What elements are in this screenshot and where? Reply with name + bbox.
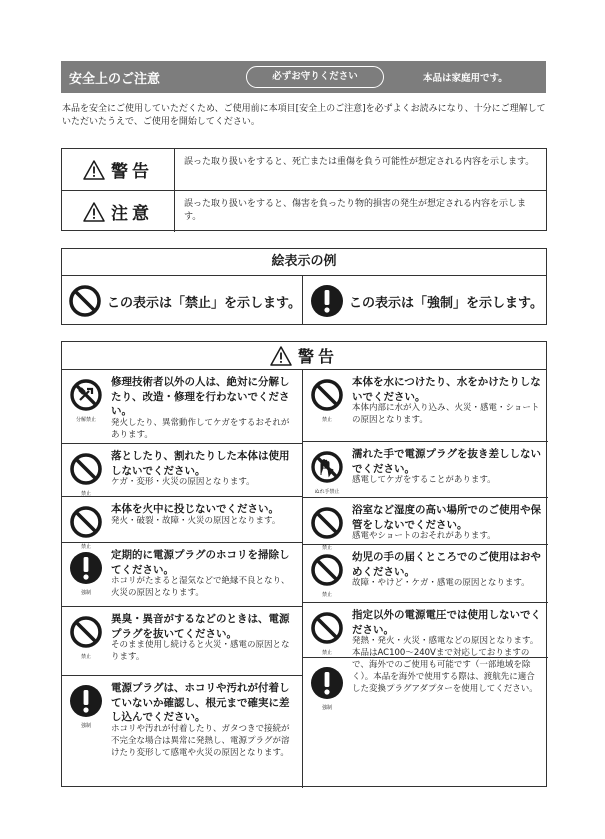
prohibited-icon bbox=[69, 505, 103, 539]
icon-caption: 禁止 bbox=[321, 417, 332, 423]
symbol-examples-box bbox=[61, 248, 547, 325]
example-mandatory bbox=[310, 277, 543, 325]
mandatory-icon bbox=[69, 684, 103, 718]
warning-item-icon-box bbox=[66, 452, 106, 497]
page-title: 安全上のご注意 bbox=[69, 72, 161, 87]
warning-item-desc: ケガ・変形・火災の原因となります。 bbox=[111, 477, 255, 487]
warning-item bbox=[303, 498, 548, 551]
warning-item-title: 本体を火中に投じないでください。 bbox=[111, 503, 279, 515]
level-row-warning bbox=[62, 149, 546, 190]
warning-item-desc: ホコリがたまると湿気などで絶縁不良となり、火災の原因となります。 bbox=[111, 576, 290, 598]
warning-item-icon-box bbox=[66, 378, 106, 423]
warning-section-title: 警告 bbox=[297, 347, 338, 366]
caution-triangle-icon bbox=[83, 202, 105, 222]
warning-item-title: 本体を水につけたり、水をかけたりしないでください。 bbox=[352, 376, 541, 403]
warning-item-title: 幼児の手の届くところでのご使用はおやめください。 bbox=[352, 551, 541, 578]
warning-item-desc: 感電してケガをすることがあります。 bbox=[352, 475, 496, 485]
warning-item bbox=[303, 658, 548, 788]
intro-text: 本品を安全にご使用していただくため、ご使用前に本項目[安全上のご注意]を必ずよくお読みになり、十分にご理解していただいたうえで、ご使用を開始してください。 bbox=[62, 104, 546, 127]
warning-item-title: 定期的に電源プラグのホコリを掃除してください。 bbox=[111, 549, 290, 576]
header-bar bbox=[61, 61, 546, 93]
warning-item-desc: ホコリや汚れが付着したり、ガタつきで接続が不完全な場合は異常に発熱し、電源プラグが溶けたり変形して感電や火災の原因となります。 bbox=[111, 724, 290, 758]
prohibited-icon bbox=[310, 611, 344, 645]
icon-caption: ぬれ手禁止 bbox=[314, 489, 340, 495]
level-label-caution bbox=[62, 191, 175, 232]
warning-item bbox=[303, 442, 548, 498]
warning-item-icon-box bbox=[66, 551, 106, 596]
warning-item bbox=[62, 607, 302, 676]
warning-item-desc: 感電やショートのおそれがあります。 bbox=[352, 531, 496, 541]
warning-section bbox=[61, 341, 547, 787]
warning-item-desc: 故障・やけど・ケガ・感電の原因となります。 bbox=[352, 578, 530, 588]
example-prohibit bbox=[68, 277, 301, 325]
warning-item-desc: 発火・破裂・故障・火災の原因となります。 bbox=[111, 516, 281, 526]
warning-item-title: 修理技術者以外の人は、絶対に分解したり、改造・修理を行わないでください。 bbox=[111, 376, 290, 417]
warning-item-desc: そのまま使用し続けると火災・感電の原因となります。 bbox=[111, 640, 290, 662]
warning-item bbox=[303, 545, 548, 603]
level-label-text: 警告 bbox=[111, 162, 153, 182]
warning-section-header bbox=[62, 342, 546, 370]
prohibited-icon bbox=[68, 284, 102, 318]
disassembly-prohibited-icon bbox=[69, 378, 103, 412]
level-label-text: 注意 bbox=[111, 204, 153, 224]
warning-item-icon-box bbox=[66, 615, 106, 660]
icon-caption: 禁止 bbox=[321, 650, 332, 656]
prohibited-icon bbox=[69, 615, 103, 649]
prohibited-icon bbox=[310, 553, 344, 587]
warning-item-icon-box bbox=[307, 378, 347, 423]
icon-caption: 強制 bbox=[321, 705, 332, 711]
warning-item-desc: 発熱・発火・火災・感電などの原因となります。本品はAC100〜240Vまで対応しておりますので、海外でのご使用も可能です（一部地域を除く）。本品を海外で使用する際は、渡航先に適合した変換プラグアダプターを使用してください。 bbox=[352, 636, 539, 694]
warning-item-icon-box bbox=[307, 611, 347, 656]
example-mandatory-text: この表示は「強制」を示します。 bbox=[349, 295, 543, 311]
warning-item-title: 電源プラグは、ホコリや汚れが付着していないか確認し、根元まで確実に差し込んでください。 bbox=[111, 682, 290, 723]
warning-triangle-icon bbox=[270, 346, 292, 366]
warning-item-desc: 発火したり、異常動作してケガをするおそれがあります。 bbox=[111, 418, 290, 440]
warning-item-title: 指定以外の電源電圧では使用しないでください。 bbox=[352, 609, 541, 636]
prohibited-icon bbox=[310, 378, 344, 412]
prohibited-icon bbox=[69, 452, 103, 486]
hazard-level-table bbox=[61, 148, 547, 231]
mandatory-icon bbox=[310, 284, 344, 318]
warning-item-icon-box bbox=[307, 666, 347, 711]
level-desc-caution: 誤った取り扱いをすると、傷害を負ったり物的損害の発生が想定される内容を示します。 bbox=[184, 199, 527, 222]
warning-item-title: 浴室など湿度の高い場所でのご使用や保管をしないでください。 bbox=[352, 504, 541, 531]
example-prohibit-text: この表示は「禁止」を示します。 bbox=[107, 295, 301, 311]
icon-caption: 禁止 bbox=[321, 592, 332, 598]
warning-item-title: 異臭・異音がするなどのときは、電源プラグを抜いてください。 bbox=[111, 613, 290, 640]
warning-item-icon-box bbox=[66, 684, 106, 729]
warning-item bbox=[62, 676, 302, 788]
level-desc-warning: 誤った取り扱いをすると、死亡または重傷を負う可能性が想定される内容を示します。 bbox=[184, 157, 535, 167]
warning-item bbox=[62, 543, 302, 607]
warning-triangle-icon bbox=[83, 160, 105, 180]
icon-caption: 禁止 bbox=[80, 654, 91, 660]
divider bbox=[302, 276, 303, 325]
level-row-caution bbox=[62, 190, 546, 232]
icon-caption: 禁止 bbox=[321, 545, 332, 551]
warning-item-icon-box bbox=[307, 450, 347, 495]
mandatory-icon bbox=[310, 666, 344, 700]
icon-caption: 強制 bbox=[80, 723, 91, 729]
warning-item bbox=[62, 497, 302, 550]
icon-caption: 禁止 bbox=[80, 491, 91, 497]
warning-item bbox=[62, 370, 302, 444]
icon-caption: 強制 bbox=[80, 590, 91, 596]
warning-item-title: 落としたり、割れたりした本体は使用しないでください。 bbox=[111, 450, 290, 477]
warning-item-icon-box bbox=[307, 553, 347, 598]
wet-hands-prohibited-icon bbox=[310, 450, 344, 484]
icon-caption: 禁止 bbox=[80, 544, 91, 550]
warning-item bbox=[62, 444, 302, 497]
warning-item bbox=[303, 370, 548, 442]
must-follow-pill: 必ずお守りください bbox=[246, 66, 384, 88]
symbol-examples-title: 絵表示の例 bbox=[62, 249, 546, 276]
level-label-warning bbox=[62, 149, 175, 190]
warning-item-title: 濡れた手で電源プラグを抜き差ししないでください。 bbox=[352, 448, 541, 475]
mandatory-icon bbox=[69, 551, 103, 585]
household-use-note: 本品は家庭用です。 bbox=[423, 73, 508, 84]
icon-caption: 分解禁止 bbox=[75, 417, 96, 423]
warning-item-desc: 本体内部に水が入り込み、火災・感電・ショートの原因となります。 bbox=[352, 403, 540, 425]
prohibited-icon bbox=[310, 506, 344, 540]
warning-item bbox=[303, 603, 548, 694]
